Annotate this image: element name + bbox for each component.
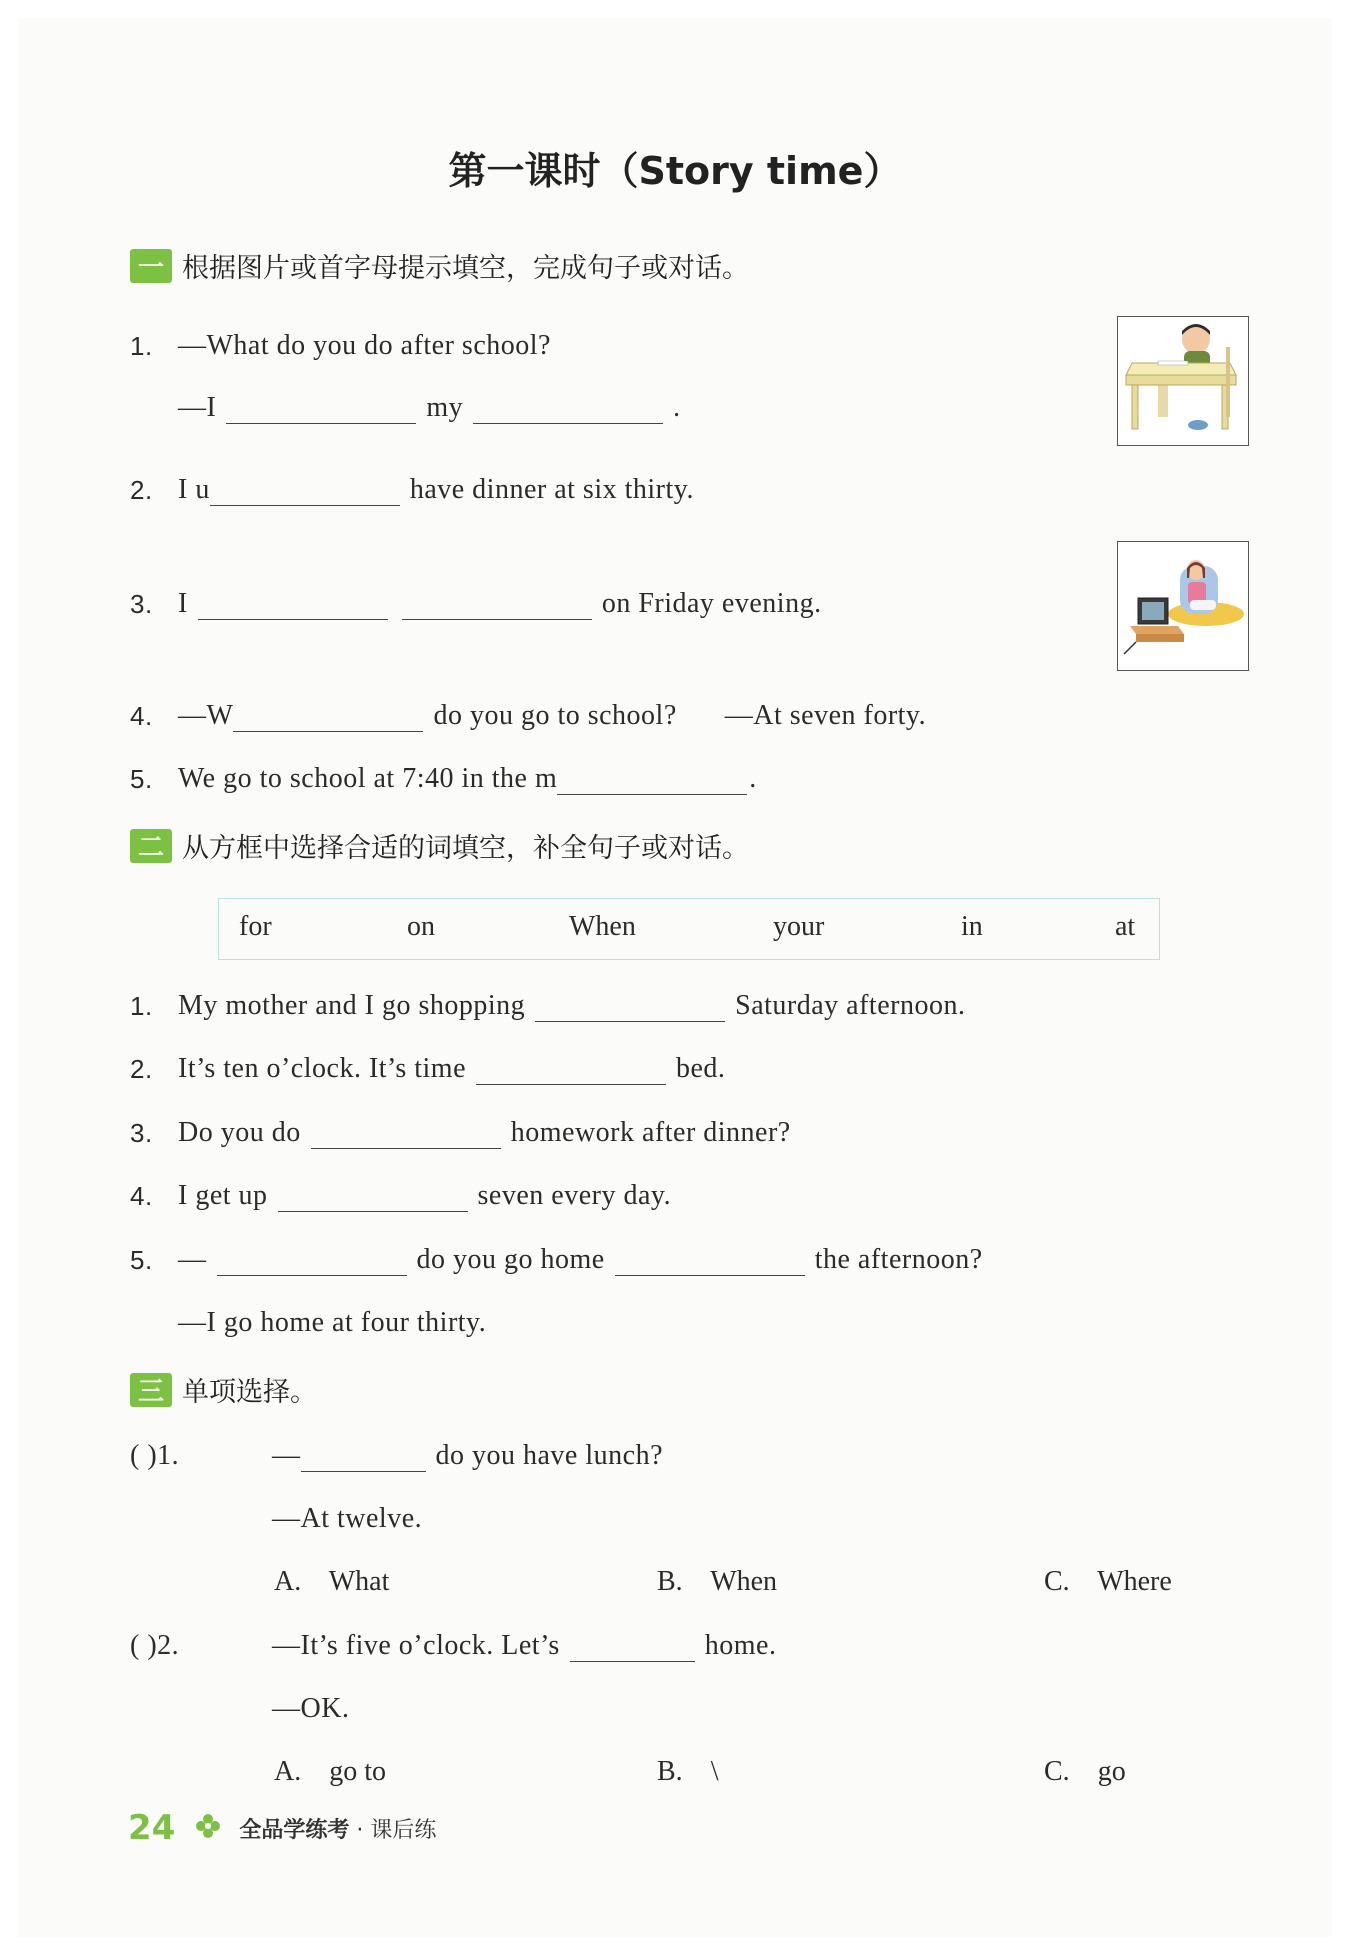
option-text: What: [328, 1566, 390, 1597]
page-title: 第一课时（Story time）: [448, 149, 902, 193]
s2-question-5: [130, 1244, 983, 1276]
option-text: \: [710, 1756, 719, 1787]
answer-text: —I go home at four thirty.: [178, 1307, 487, 1338]
question-text: do you have lunch?: [435, 1440, 663, 1471]
answer-blank[interactable]: [226, 395, 416, 424]
s1-question-2: [130, 474, 694, 506]
question-text: have dinner at six thirty.: [409, 474, 694, 505]
question-number: 3.: [130, 589, 153, 619]
s2-question-2: [130, 1053, 725, 1085]
question-number: 1.: [130, 991, 153, 1021]
answer-text: —At seven forty.: [724, 700, 927, 731]
s1-question-3: [130, 588, 822, 620]
boy-studying-at-desk-illustration: [1117, 316, 1249, 446]
option-label: C.: [1044, 1756, 1070, 1787]
option-label: B.: [657, 1566, 683, 1597]
question-text: do you go to school?: [433, 700, 677, 731]
separator-dot: ·: [356, 1817, 364, 1843]
girl-watching-tv-illustration: [1117, 541, 1249, 671]
answer-blank[interactable]: [557, 766, 747, 795]
question-text: I u: [178, 474, 210, 505]
section1-instruction: 根据图片或首字母提示填空，完成句子或对话。: [182, 253, 749, 284]
option-a[interactable]: [274, 1756, 386, 1788]
answer-blank[interactable]: [301, 1443, 426, 1472]
question-text: homework after dinner?: [510, 1117, 791, 1148]
brand-subtitle: 课后练: [370, 1817, 437, 1843]
question-number: 4.: [130, 701, 153, 731]
question-number: 5.: [130, 764, 153, 794]
answer-blank[interactable]: [570, 1633, 695, 1662]
answer-blank[interactable]: [615, 1247, 805, 1276]
s1-question-5: [130, 763, 757, 795]
option-c[interactable]: [1044, 1756, 1126, 1788]
question-text: seven every day.: [477, 1180, 672, 1211]
word-bank-item: in: [961, 911, 983, 942]
answer-blank[interactable]: [402, 591, 592, 620]
word-bank-item: your: [773, 911, 825, 942]
question-text: I: [178, 588, 188, 619]
question-text: I get up: [178, 1180, 268, 1211]
question-number: 2.: [130, 475, 153, 505]
answer-blank[interactable]: [476, 1056, 666, 1085]
answer-text: —OK.: [272, 1693, 350, 1724]
question-text: —: [272, 1440, 301, 1471]
question-text: the afternoon?: [814, 1244, 983, 1275]
section3-instruction: 单项选择。: [182, 1377, 317, 1408]
question-number: 3.: [130, 1118, 153, 1148]
option-text: Where: [1097, 1566, 1172, 1597]
answer-blank[interactable]: [233, 703, 423, 732]
question-text: home.: [704, 1630, 777, 1661]
section2-number-badge: 二: [130, 829, 172, 863]
question-text: My mother and I go shopping: [178, 990, 526, 1021]
s3-question-1: [130, 1440, 663, 1472]
page-number: 24: [128, 1808, 176, 1848]
answer-blank[interactable]: [535, 993, 725, 1022]
question-text: —It’s five o’clock. Let’s: [272, 1630, 560, 1661]
question-number: 5.: [130, 1245, 153, 1275]
answer-blank[interactable]: [311, 1120, 501, 1149]
option-text: go to: [329, 1756, 387, 1787]
answer-blank[interactable]: [473, 395, 663, 424]
question-number: 2.: [130, 1054, 153, 1084]
answer-blank[interactable]: [210, 477, 400, 506]
option-b[interactable]: [657, 1756, 718, 1788]
option-label: B.: [657, 1756, 683, 1787]
word-bank-item: on: [407, 911, 435, 942]
answer-text: —At twelve.: [272, 1503, 423, 1534]
page-footer: [128, 1808, 436, 1848]
clover-icon: [195, 1813, 221, 1844]
s1-question-1: [130, 330, 551, 362]
option-label: A.: [274, 1756, 302, 1787]
option-text: When: [710, 1566, 778, 1597]
section2-heading: [130, 826, 749, 865]
s3-question-2: [130, 1630, 776, 1662]
question-text: do you go home: [416, 1244, 605, 1275]
brand-name: 全品学练考: [239, 1817, 350, 1843]
option-b[interactable]: [657, 1566, 777, 1598]
question-text: It’s ten o’clock. It’s time: [178, 1053, 466, 1084]
question-text: Saturday afternoon.: [735, 990, 966, 1021]
s3-question-2-reply: [272, 1693, 349, 1725]
answer-blank[interactable]: [198, 591, 388, 620]
s2-question-5-reply: [178, 1307, 486, 1339]
question-text: .: [749, 763, 757, 794]
s3-question-1-reply: [272, 1503, 422, 1535]
answer-suffix: .: [673, 392, 681, 423]
word-bank-item: at: [1115, 911, 1136, 942]
s2-question-3: [130, 1117, 791, 1149]
section3-heading: [130, 1370, 317, 1409]
section1-heading: [130, 246, 749, 285]
question-text: —: [178, 1244, 207, 1275]
question-text: —What do you do after school?: [178, 330, 551, 361]
section2-instruction: 从方框中选择合适的词填空，补全句子或对话。: [182, 833, 749, 864]
question-text: Do you do: [178, 1117, 301, 1148]
answer-prefix: —I: [178, 392, 217, 423]
option-label: C.: [1044, 1566, 1070, 1597]
answer-blank[interactable]: [217, 1247, 407, 1276]
word-bank-box: [218, 898, 1160, 960]
answer-middle: my: [426, 392, 464, 423]
question-text: bed.: [676, 1053, 726, 1084]
question-number: 4.: [130, 1181, 153, 1211]
s1-question-4: [130, 700, 926, 732]
word-bank-item: for: [239, 911, 272, 942]
s2-question-4: [130, 1180, 671, 1212]
s2-question-1: [130, 990, 965, 1022]
question-text: —W: [178, 700, 234, 731]
footer-brand: [239, 1813, 436, 1844]
section3-number-badge: 三: [130, 1373, 172, 1407]
question-number: 1.: [130, 331, 153, 361]
section1-number-badge: 一: [130, 249, 172, 283]
option-a[interactable]: [274, 1566, 389, 1598]
option-text: go: [1097, 1756, 1126, 1787]
answer-blank[interactable]: [278, 1183, 468, 1212]
question-text: We go to school at 7:40 in the m: [178, 763, 558, 794]
word-bank-item: When: [569, 911, 636, 942]
answer-parentheses[interactable]: ( )2.: [130, 1630, 180, 1661]
option-c[interactable]: [1044, 1566, 1172, 1598]
option-label: A.: [274, 1566, 302, 1597]
question-text: on Friday evening.: [601, 588, 822, 619]
s1-question-1-answer: [178, 392, 681, 424]
answer-parentheses[interactable]: ( )1.: [130, 1440, 180, 1471]
